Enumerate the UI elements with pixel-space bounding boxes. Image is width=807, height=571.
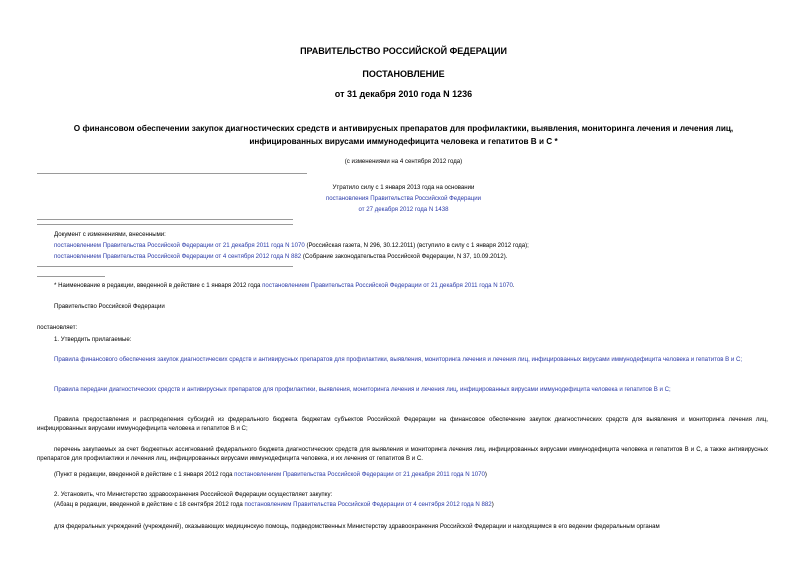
divider (37, 266, 293, 267)
changes-note: (с изменениями на 4 сентября 2012 года) (344, 158, 463, 165)
divider (37, 224, 293, 225)
doc-date-number: от 31 декабря 2010 года N 1236 (334, 89, 473, 99)
gov-text: Правительство Российской Федерации (54, 303, 165, 310)
amendments-intro: Документ с изменениями, внесенными: (54, 231, 166, 238)
paragraph-2: 2. Установить, что Министерство здравоохранения Российской Федерации осуществляет закупку: (54, 491, 333, 498)
list-note-end: ) (484, 471, 487, 478)
list-note-link[interactable]: постановлением Правительства Российской Федерации от 21 декабря 2011 года N 1070 (234, 471, 485, 478)
footnote-link[interactable]: постановлением Правительства Российской Федерации от 21 декабря 2011 года N 1070 (262, 282, 513, 289)
expired-text: Утратило силу с 1 января 2013 года на основании (332, 184, 475, 191)
p2-note (54, 501, 494, 508)
list-note-text: (Пункт в редакции, введенной в действие с 1 января 2012 года (54, 471, 235, 478)
org-title: ПРАВИТЕЛЬСТВО РОССИЙСКОЙ ФЕДЕРАЦИИ (300, 46, 507, 56)
amendment-link-1[interactable]: постановлением Правительства Российской Федерации от 21 декабря 2011 года N 1070 (54, 242, 305, 249)
expired-link-1[interactable]: постановления Правительства Российской Федерации (325, 195, 482, 202)
last-paragraph: для федеральных учреждений (учреждений), оказывающих медицинскую помощь, подведомственных Министерству здравоохранения Российской Федерации и находящимся в его ведении федеральным органам (54, 523, 660, 530)
paragraph-1: 1. Утвердить прилагаемые: (54, 336, 132, 343)
doc-heading-line1: О финансовом обеспечении закупок диагностических средств и антивирусных препаратов для профилактики, выявления, мониторинга лечения и лечения лиц, (73, 124, 734, 133)
amendment-text-2: (Собрание законодательства Российской Федерации, N 37, 10.09.2012). (301, 253, 508, 260)
rules-1-link[interactable]: Правила финансового обеспечения закупок диагностических средств и антивирусных препаратов для профилактики, выявления, мониторинга лечения и лечения лиц, инфицированных вирусами иммунодефицита человека и гепатитов В и С; (54, 356, 743, 363)
resolves-text: постановляет: (37, 324, 78, 331)
amendment-link-2[interactable]: постановлением Правительства Российской Федерации от 4 сентября 2012 года N 882 (54, 253, 302, 260)
amendment-item-1 (54, 242, 529, 249)
list-note (54, 471, 487, 478)
list-text: перечень закупаемых за счет бюджетных ассигнований федерального бюджета диагностических средств для выявления и мониторинга лечения лиц, инфицированных вирусами иммунодефицита человека и гепатитов В и С, а также антивирусных препаратов для профилактики и лечения лиц, инфицированных вирусами иммунодефицита человека, и их лечения от гепатитов В и С. (37, 446, 768, 462)
p2-note-link[interactable]: постановлением Правительства Российской Федерации от 4 сентября 2012 года N 882 (244, 501, 492, 508)
rules-2-link[interactable]: Правила передачи диагностических средств и антивирусных препаратов для профилактики, выявления, мониторинга лечения и лечения лиц, инфицированных вирусами иммунодефицита человека и гепатитов В и С; (54, 386, 671, 393)
amendment-item-2 (54, 253, 507, 260)
footnote-end: . (512, 282, 515, 289)
divider (37, 173, 307, 174)
footnote (54, 282, 515, 289)
p2-note-text: (Абзац в редакции, введенной в действие с 18 сентября 2012 года (54, 501, 245, 508)
rules-3-text: Правила предоставления и распределения субсидий из федерального бюджета бюджетам субъектов Российской Федерации на финансовое обеспечение закупок диагностических средств для выявления и мониторинга лечения лиц, инфицированных вирусами иммунодефицита человека и гепатитов В и С; (37, 416, 768, 432)
footnote-text: * Наименование в редакции, введенной в действие с 1 января 2012 года (54, 282, 263, 289)
doc-type: ПОСТАНОВЛЕНИЕ (362, 69, 445, 79)
p2-note-end: ) (491, 501, 494, 508)
amendment-text-1: (Российская газета, N 296, 30.12.2011) (вступило в силу с 1 января 2012 года); (304, 242, 529, 249)
expired-link-2[interactable]: от 27 декабря 2012 года N 1438 (358, 206, 449, 213)
footnote-divider (37, 276, 105, 277)
doc-heading-line2: инфицированных вирусами иммунодефицита человека и гепатитов В и С * (249, 137, 558, 146)
divider (37, 219, 293, 220)
